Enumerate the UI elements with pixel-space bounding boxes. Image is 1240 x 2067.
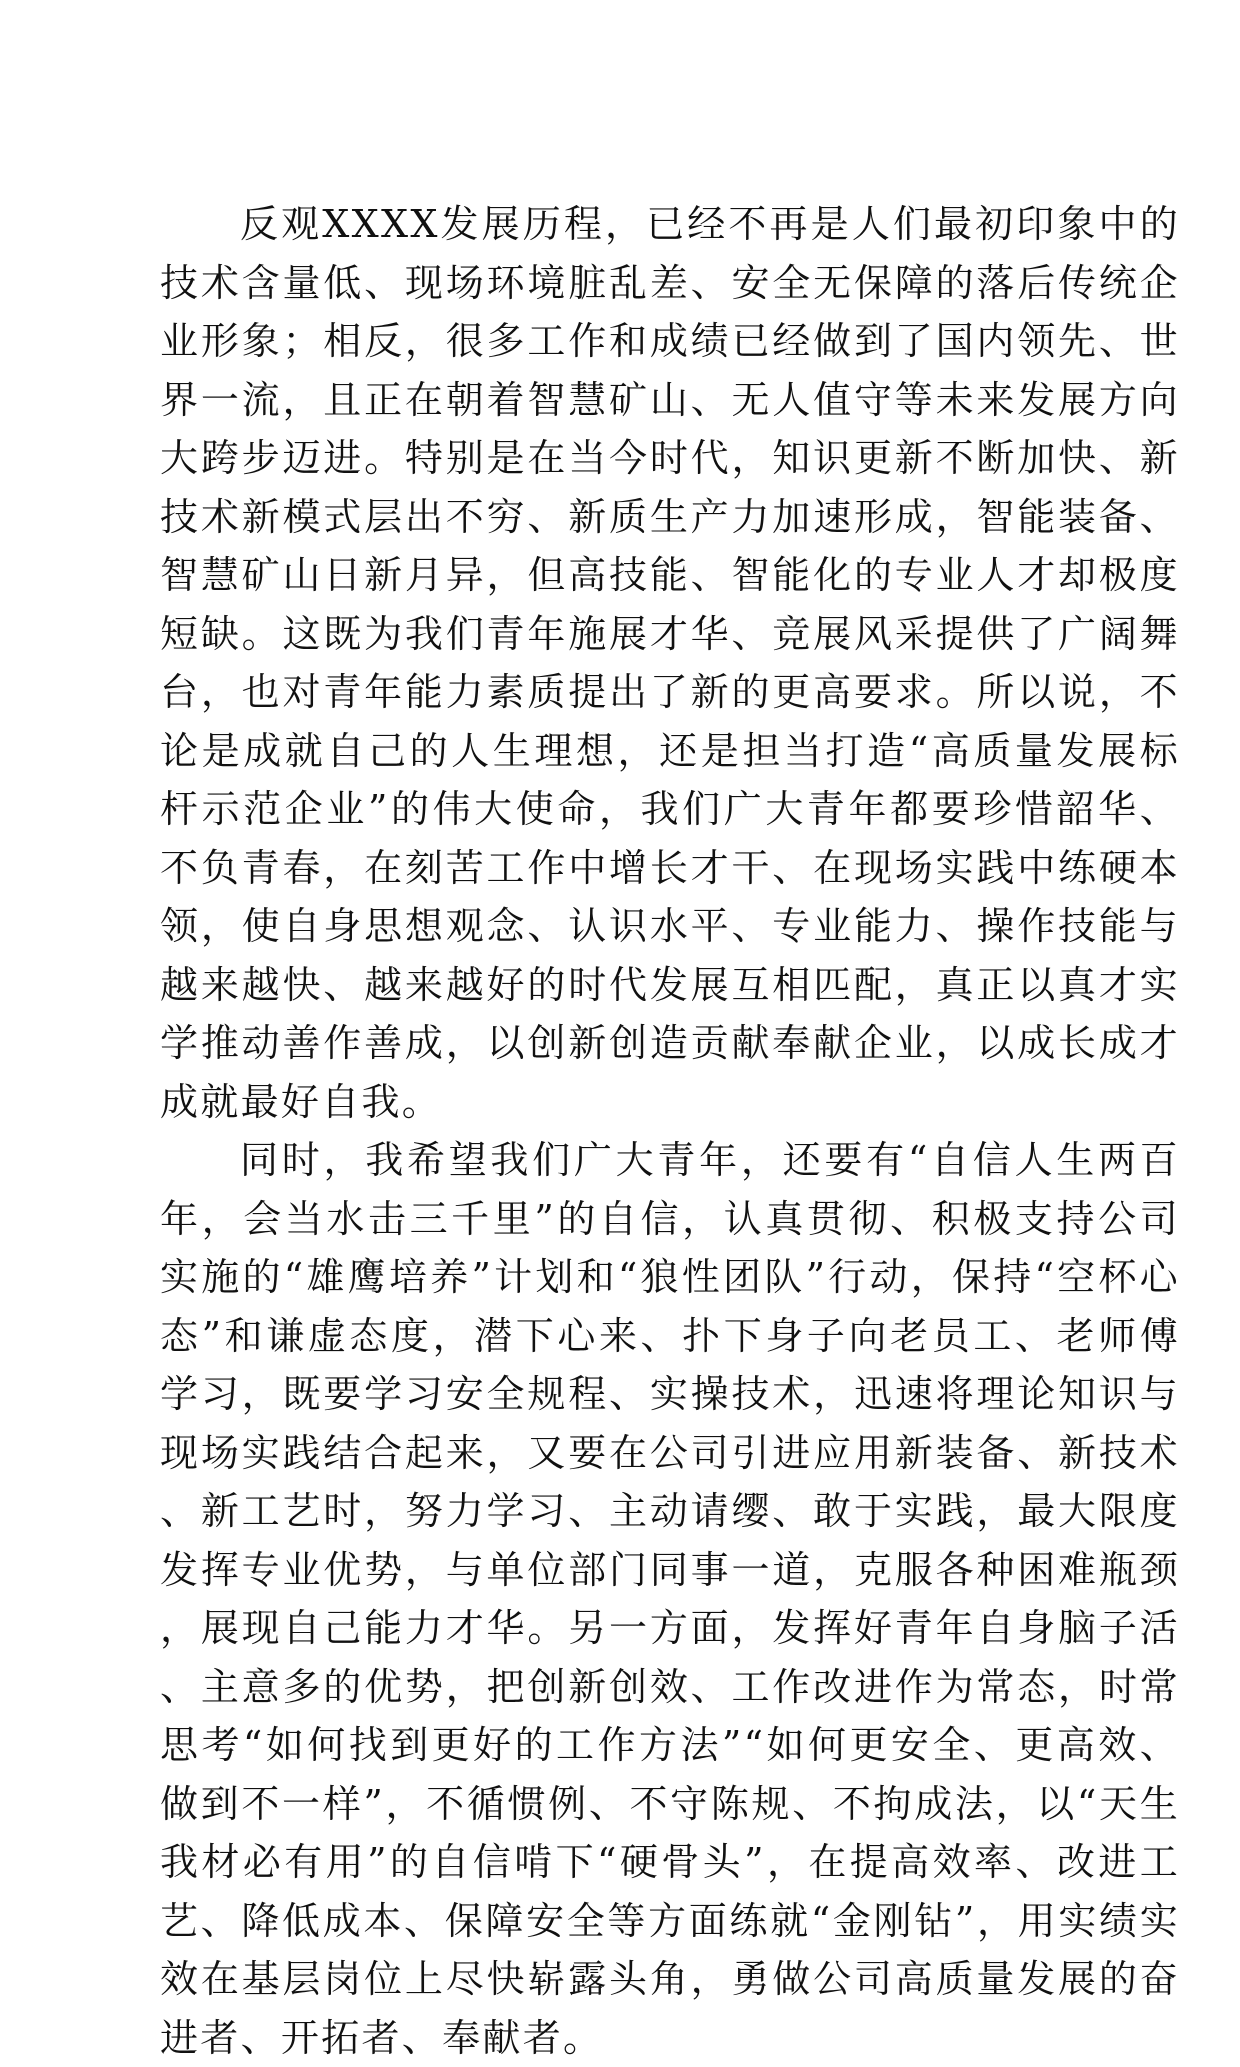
- paragraph-development-history: 反观XXXX发展历程，已经不再是人们最初印象中的技术含量低、现场环境脏乱差、安全无保障的落后传统企业形象；相反，很多工作和成绩已经做到了国内领先、世界一流，且正在朝着智慧矿山、无人值守等未来发展方向大跨步迈进。特别是在当今时代，知识更新不断加快、新技术新模式层出不穷、新质生产力加速形成，智能装备、智慧矿山日新月异，但高技能、智能化的专业人才却极度短缺。这既为我们青年施展才华、竞展风采提供了广阔舞台，也对青年能力素质提出了新的更高要求。所以说，不论是成就自己的人生理想，还是担当打造“高质量发展标杆示范企业”的伟大使命，我们广大青年都要珍惜韶华、不负青春，在刻苦工作中增长才干、在现场实践中练硬本领，使自身思想观念、认识水平、专业能力、操作技能与越来越快、越来越好的时代发展互相匹配，真正以真才实学推动善作善成，以创新创造贡献奉献企业，以成长成才成就最好自我。: [160, 202, 1180, 1124]
- paragraph-youth-expectations: 同时，我希望我们广大青年，还要有“自信人生两百年，会当水击三千里”的自信，认真贯彻、积极支持公司实施的“雄鹰培养”计划和“狼性团队”行动，保持“空杯心态”和谦虚态度，潜下心来、扑下身子向老员工、老师傅学习，既要学习安全规程、实操技术，迅速将理论知识与现场实践结合起来，又要在公司引进应用新装备、新技术、新工艺时，努力学习、主动请缨、敢于实践，最大限度发挥专业优势，与单位部门同事一道，克服各种困难瓶颈，展现自己能力才华。另一方面，发挥好青年自身脑子活、主意多的优势，把创新创效、工作改进作为常态，时常思考“如何找到更好的工作方法”“如何更安全、更高效、做到不一样”，不循惯例、不守陈规、不拘成法，以“天生我材必有用”的自信啃下“硬骨头”，在提高效率、改进工艺、降低成本、保障安全等方面练就“金刚钻”，用实绩实效在基层岗位上尽快崭露头角，勇做公司高质量发展的奋进者、开拓者、奉献者。: [160, 1138, 1180, 2060]
- document-body: [160, 195, 1180, 2067]
